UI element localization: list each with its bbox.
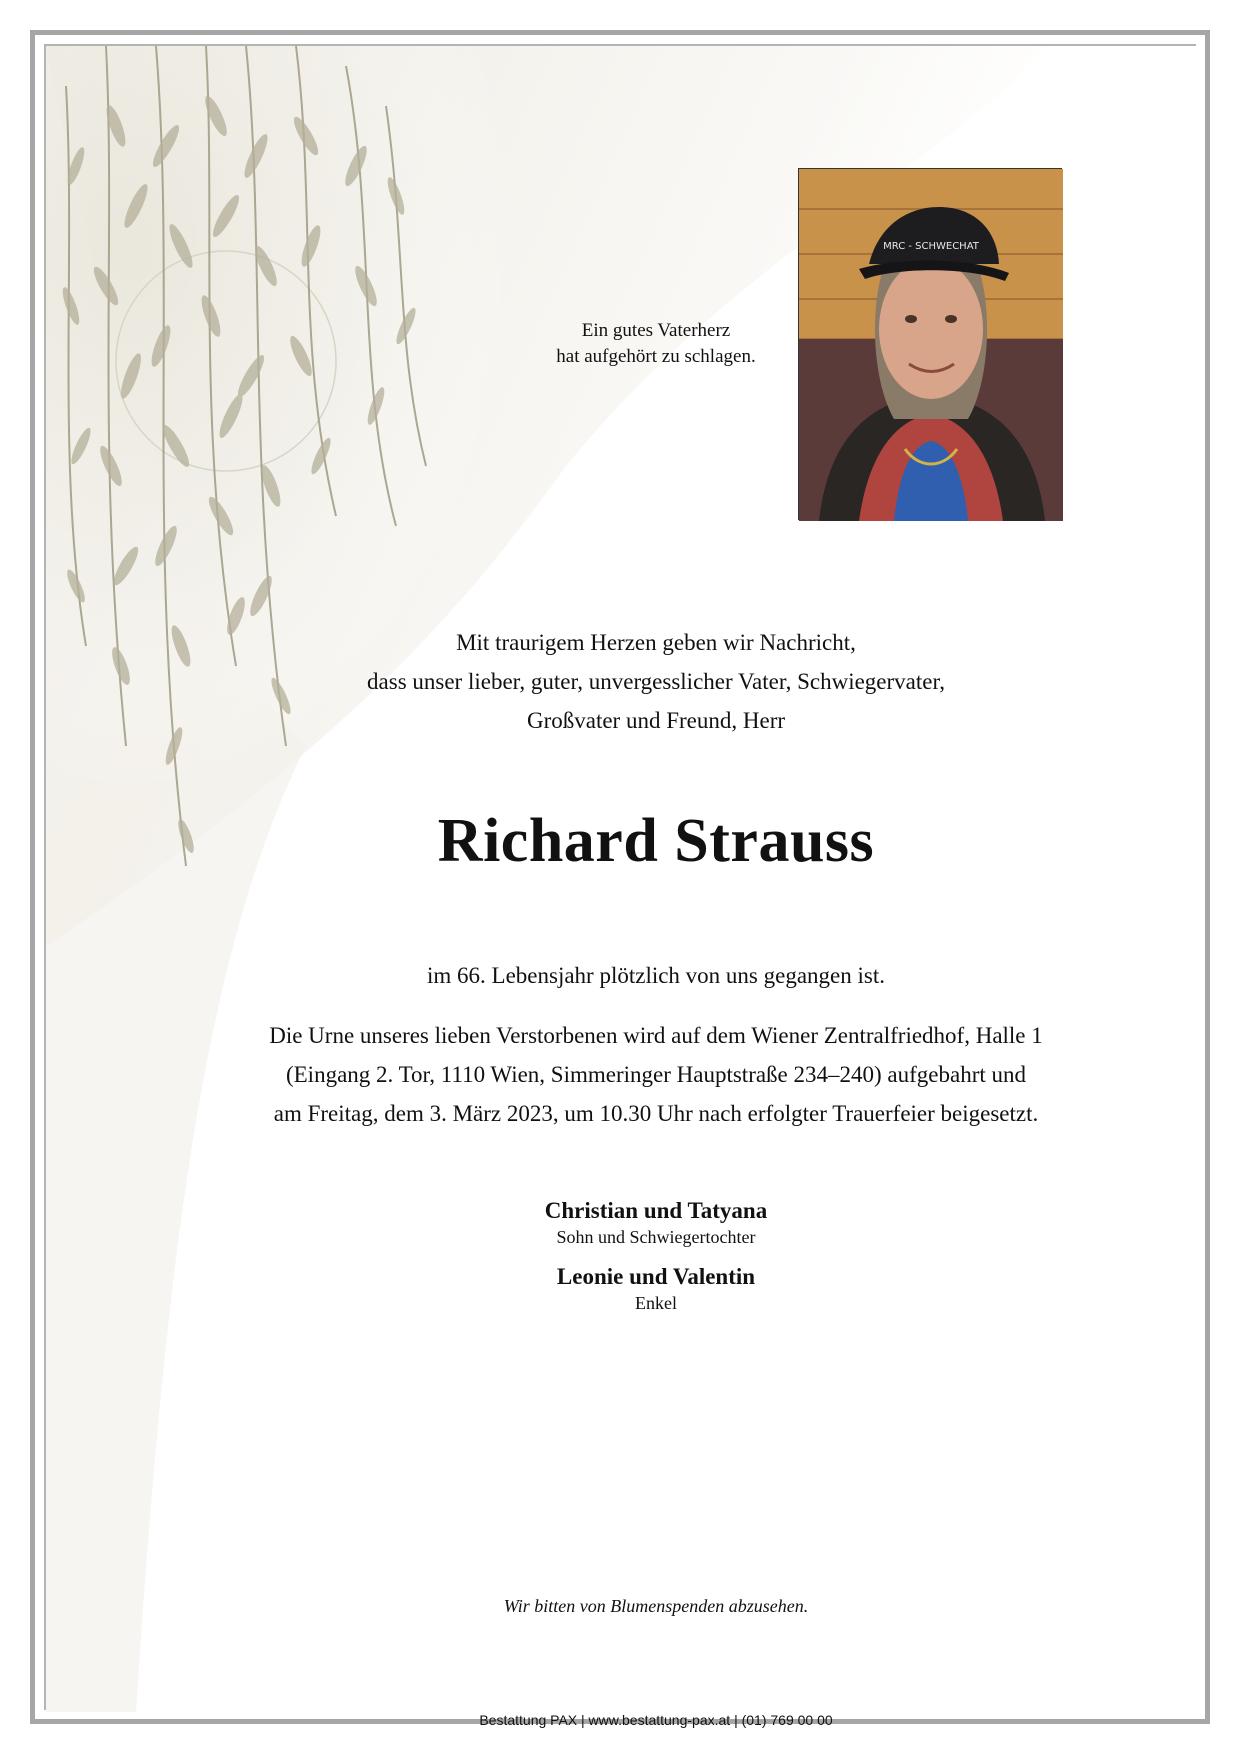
- mourners-list: [446, 1196, 866, 1328]
- details-line-3: am Freitag, dem 3. März 2023, um 10.30 Uhr nach erfolgter Trauerfeier beigesetzt.: [273, 1101, 1039, 1126]
- intro-line-1: Mit traurigem Herzen geben wir Nachricht,: [456, 630, 856, 655]
- motto-line-2: hat aufgehört zu schlagen.: [556, 346, 756, 367]
- burial-details: [196, 1016, 1116, 1133]
- notice-page: [44, 44, 1196, 1728]
- mourner-relation: Enkel: [635, 1293, 677, 1313]
- intro-line-2: dass unser lieber, guter, unvergesslicher Vater, Schwiegervater,: [367, 669, 945, 694]
- portrait-photo: [798, 168, 1062, 520]
- mourner-names: Christian und Tatyana: [544, 1198, 768, 1223]
- deceased-name: Richard Strauss: [437, 807, 875, 875]
- passing-statement: im 66. Lebensjahr plötzlich von uns gegangen ist.: [427, 963, 885, 988]
- details-line-2: (Eingang 2. Tor, 1110 Wien, Simmeringer Hauptstraße 234–240) aufgebahrt und: [285, 1062, 1027, 1087]
- motto-line-1: Ein gutes Vaterherz: [581, 320, 731, 341]
- portrait-illustration: [799, 169, 1063, 521]
- details-line-1: Die Urne unseres lieben Verstorbenen wird auf dem Wiener Zentralfriedhof, Halle 1: [269, 1023, 1043, 1048]
- mourner-relation: Sohn und Schwiegertochter: [556, 1227, 756, 1247]
- flower-request: Wir bitten von Blumenspenden abzusehen.: [503, 1596, 809, 1616]
- motto: [476, 318, 836, 370]
- mourner-names: Leonie und Valentin: [556, 1264, 756, 1289]
- intro-line-3: Großvater und Freund, Herr: [526, 708, 786, 733]
- announcement-intro: [246, 623, 1066, 740]
- cap-text: MRC - SCHWECHAT: [883, 241, 979, 252]
- funeral-home-footer: Bestattung PAX | www.bestattung-pax.at | (01) 769 00 00: [479, 1712, 833, 1728]
